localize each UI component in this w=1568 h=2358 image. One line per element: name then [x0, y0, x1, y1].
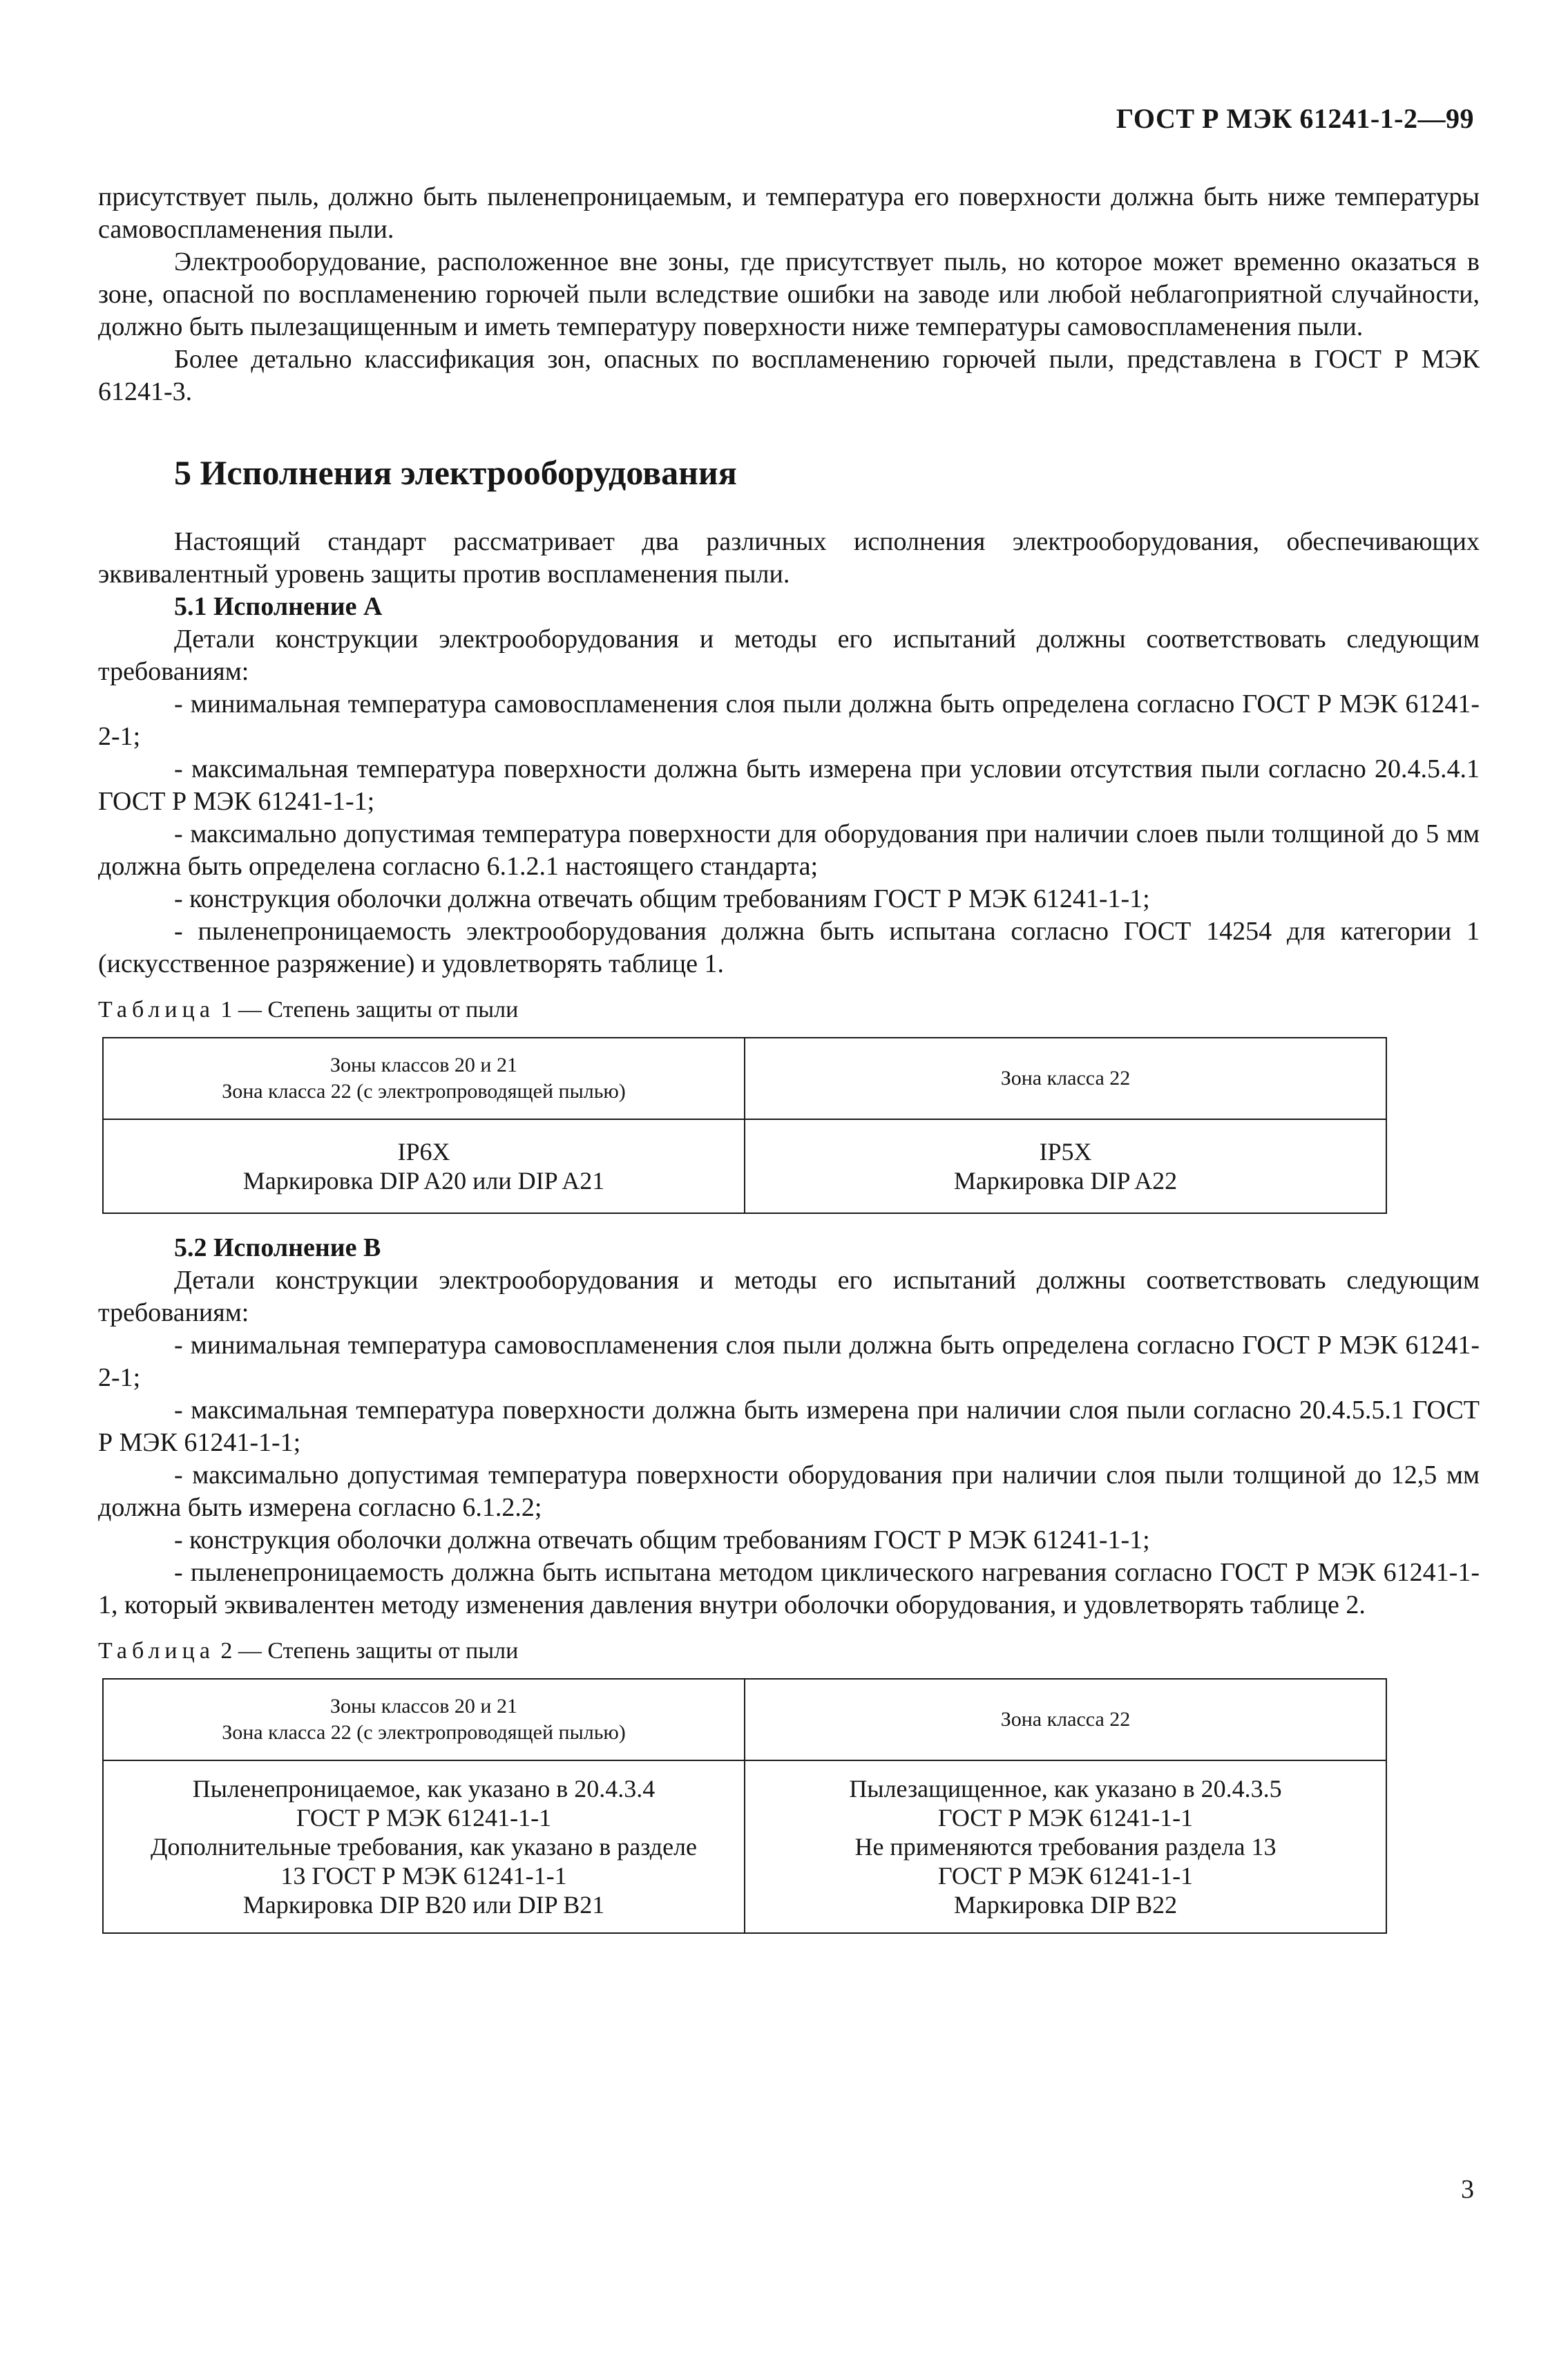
- subsection-5-1-heading: 5.1 Исполнение А: [174, 592, 383, 621]
- cell-line: IP6X: [397, 1138, 450, 1166]
- list-item: - максимальная температура поверхности должна быть измерена при наличии слоя пыли согласно 20.4.5.5.1 ГОСТ Р МЭК 61241-1-1;: [98, 1396, 1480, 1457]
- list-item: - минимальная температура самовоспламенения слоя пыли должна быть определена согласно ГОСТ Р МЭК 61241-2-1;: [98, 1331, 1480, 1392]
- cell-line: Маркировка DIP A20 или DIP A21: [242, 1167, 605, 1195]
- cell-line: Зона класса 22 (с электропроводящей пылью): [222, 1721, 626, 1744]
- table-header-cell: [745, 1038, 1386, 1119]
- table-header-row: [103, 1679, 1386, 1760]
- list-item: - пыленепроницаемость должна быть испытана методом циклического нагревания согласно ГОСТ Р МЭК 61241-1-1, который эквивалентен методу изменения давления внутри оболочки оборудования, и удовлетворять таблице 2.: [98, 1558, 1480, 1619]
- cell-line: ГОСТ Р МЭК 61241-1-1: [296, 1804, 552, 1832]
- table-header-cell: [103, 1038, 745, 1119]
- cell-line: Зоны классов 20 и 21: [330, 1054, 517, 1076]
- table-cell: [103, 1119, 745, 1213]
- cell-line: Дополнительные требования, как указано в разделе: [150, 1833, 697, 1861]
- cell-line: Не применяются требования раздела 13: [854, 1833, 1277, 1861]
- caption-text: 2 — Степень защиты от пыли: [214, 1638, 519, 1664]
- cell-line: 13 ГОСТ Р МЭК 61241-1-1: [280, 1862, 567, 1890]
- paragraph: присутствует пыль, должно быть пыленепроницаемым, и температура его поверхности должна быть ниже температуры самовоспламенения пыли.: [98, 182, 1480, 244]
- table-cell: [745, 1760, 1386, 1933]
- cell-line: ГОСТ Р МЭК 61241-1-1: [937, 1862, 1194, 1890]
- caption-word: Таблица: [98, 997, 215, 1023]
- table-1-caption: [98, 996, 1480, 1025]
- list-item: - максимально допустимая температура поверхности оборудования при наличии слоя пыли толщиной до 12,5 мм должна быть измерена согласно 6.1.2.2;: [98, 1461, 1480, 1522]
- section-5-heading: 5 Исполнения электрооборудования: [174, 453, 737, 492]
- table-cell: [103, 1760, 745, 1933]
- paragraph: Более детально классификация зон, опасных по воспламенению горючей пыли, представлена в ГОСТ Р МЭК 61241-3.: [98, 345, 1480, 406]
- cell-line: Маркировка DIP B20 или DIP B21: [242, 1891, 605, 1919]
- list-item: - пыленепроницаемость электрооборудования должна быть испытана согласно ГОСТ 14254 для категории 1 (искусственное разряжение) и удовлетворять таблице 1.: [98, 917, 1480, 978]
- list-item: - максимальная температура поверхности должна быть измерена при условии отсутствия пыли согласно 20.4.5.4.1 ГОСТ Р МЭК 61241-1-1;: [98, 754, 1480, 816]
- paragraph: Настоящий стандарт рассматривает два различных исполнения электрооборудования, обеспечивающих эквивалентный уровень защиты против воспламенения пыли.: [98, 527, 1480, 589]
- table-row: [103, 1760, 1386, 1933]
- cell-line: Пылезащищенное, как указано в 20.4.3.5: [849, 1775, 1282, 1803]
- cell-line: Зона класса 22: [1000, 1067, 1131, 1090]
- cell-line: Зона класса 22: [1000, 1708, 1131, 1731]
- subsection-5-2-heading: 5.2 Исполнение В: [174, 1233, 381, 1262]
- paragraph: Электрооборудование, расположенное вне зоны, где присутствует пыль, но которое может временно оказаться в зоне, опасной по воспламенению горючей пыли вследствие ошибки на заводе или любой неблагоприятной случайности, должно быть пылезащищенным и иметь температуру поверхности ниже температуры самовоспламенения пыли.: [98, 247, 1480, 341]
- list-item: - конструкция оболочки должна отвечать общим требованиям ГОСТ Р МЭК 61241-1-1;: [174, 1525, 1150, 1554]
- document-header: ГОСТ Р МЭК 61241-1-2—99: [1116, 103, 1474, 134]
- table-cell: [745, 1119, 1386, 1213]
- cell-line: ГОСТ Р МЭК 61241-1-1: [937, 1804, 1194, 1832]
- table-header-cell: [745, 1679, 1386, 1760]
- table-2: [102, 1678, 1387, 1934]
- cell-line: IP5X: [1039, 1138, 1092, 1166]
- list-item: - минимальная температура самовоспламенения слоя пыли должна быть определена согласно ГОСТ Р МЭК 61241-2-1;: [98, 690, 1480, 751]
- cell-line: Маркировка DIP B22: [953, 1891, 1178, 1919]
- caption-text: 1 — Степень защиты от пыли: [214, 997, 519, 1023]
- paragraph: Детали конструкции электрооборудования и методы его испытаний должны соответствовать следующим требованиям:: [98, 1266, 1480, 1327]
- page-number: 3: [1461, 2175, 1474, 2204]
- paragraph: Детали конструкции электрооборудования и методы его испытаний должны соответствовать следующим требованиям:: [98, 625, 1480, 686]
- cell-line: Пыленепроницаемое, как указано в 20.4.3.4: [192, 1775, 656, 1803]
- table-row: [103, 1119, 1386, 1213]
- table-header-row: [103, 1038, 1386, 1119]
- cell-line: Зоны классов 20 и 21: [330, 1695, 517, 1718]
- list-item: - максимально допустимая температура поверхности для оборудования при наличии слоев пыли толщиной до 5 мм должна быть определена согласно 6.1.2.1 настоящего стандарта;: [98, 819, 1480, 881]
- table-2-caption: [98, 1637, 1480, 1666]
- document-body: [98, 181, 1480, 1952]
- table-1: [102, 1037, 1387, 1214]
- cell-line: Зона класса 22 (с электропроводящей пылью): [222, 1080, 626, 1103]
- cell-line: Маркировка DIP A22: [953, 1167, 1178, 1195]
- caption-word: Таблица: [98, 1638, 215, 1664]
- table-header-cell: [103, 1679, 745, 1760]
- list-item: - конструкция оболочки должна отвечать общим требованиям ГОСТ Р МЭК 61241-1-1;: [174, 884, 1150, 913]
